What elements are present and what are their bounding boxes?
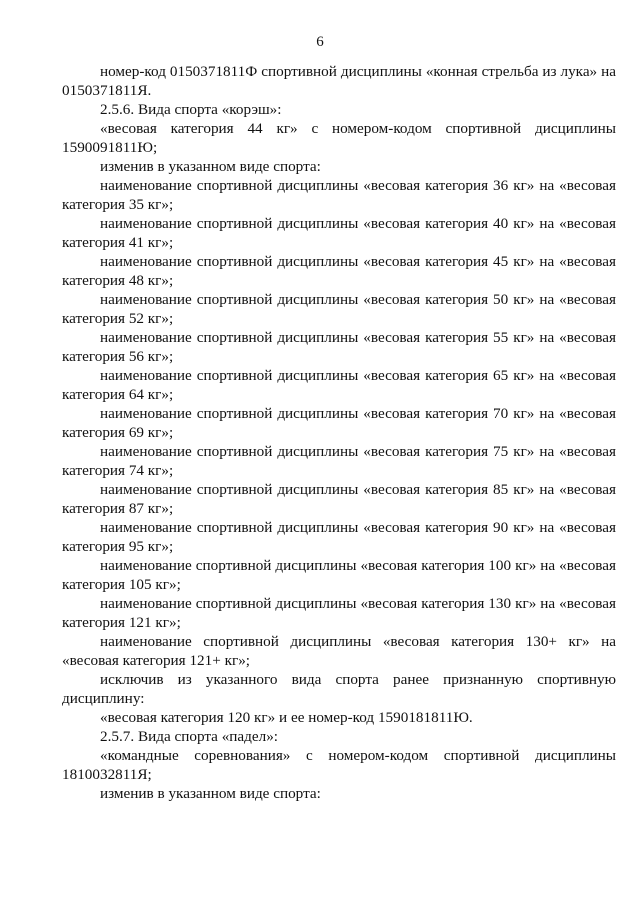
paragraph: наименование спортивной дисциплины «весовая категория 85 кг» на «весовая категория 87 кг»;: [62, 481, 616, 517]
paragraph: наименование спортивной дисциплины «весовая категория 65 кг» на «весовая категория 64 кг»;: [62, 367, 616, 403]
paragraph: наименование спортивной дисциплины «весовая категория 36 кг» на «весовая категория 35 кг»;: [62, 177, 616, 213]
paragraph: 2.5.7. Вида спорта «падел»:: [100, 728, 279, 745]
paragraph: 2.5.6. Вида спорта «корэш»:: [100, 101, 282, 118]
paragraph: наименование спортивной дисциплины «весовая категория 75 кг» на «весовая категория 74 кг»;: [62, 443, 616, 479]
paragraph: «командные соревнования» с номером-кодом спортивной дисциплины 1810032811Я;: [62, 747, 616, 783]
paragraph: наименование спортивной дисциплины «весовая категория 70 кг» на «весовая категория 69 кг»;: [62, 405, 616, 441]
document-body: [62, 62, 616, 803]
paragraph: наименование спортивной дисциплины «весовая категория 45 кг» на «весовая категория 48 кг»;: [62, 253, 616, 289]
paragraph: изменив в указанном виде спорта:: [100, 785, 321, 802]
paragraph: наименование спортивной дисциплины «весовая категория 50 кг» на «весовая категория 52 кг»;: [62, 291, 616, 327]
paragraph: исключив из указанного вида спорта ранее признанную спортивную дисциплину:: [62, 671, 616, 707]
paragraph: наименование спортивной дисциплины «весовая категория 40 кг» на «весовая категория 41 кг»;: [62, 215, 616, 251]
paragraph: изменив в указанном виде спорта:: [100, 158, 321, 175]
paragraph: наименование спортивной дисциплины «весовая категория 130+ кг» на «весовая категория 121+ кг»;: [62, 633, 616, 669]
paragraph: «весовая категория 120 кг» и ее номер-код 1590181811Ю.: [100, 709, 473, 726]
paragraph: наименование спортивной дисциплины «весовая категория 100 кг» на «весовая категория 105 кг»;: [62, 557, 616, 593]
paragraph: номер-код 0150371811Ф спортивной дисциплины «конная стрельба из лука» на 0150371811Я.: [62, 63, 616, 99]
paragraph: «весовая категория 44 кг» с номером-кодом спортивной дисциплины 1590091811Ю;: [62, 120, 616, 156]
paragraph: наименование спортивной дисциплины «весовая категория 55 кг» на «весовая категория 56 кг»;: [62, 329, 616, 365]
page-number: 6: [316, 34, 324, 50]
paragraph: наименование спортивной дисциплины «весовая категория 130 кг» на «весовая категория 121 кг»;: [62, 595, 616, 631]
paragraph: наименование спортивной дисциплины «весовая категория 90 кг» на «весовая категория 95 кг»;: [62, 519, 616, 555]
